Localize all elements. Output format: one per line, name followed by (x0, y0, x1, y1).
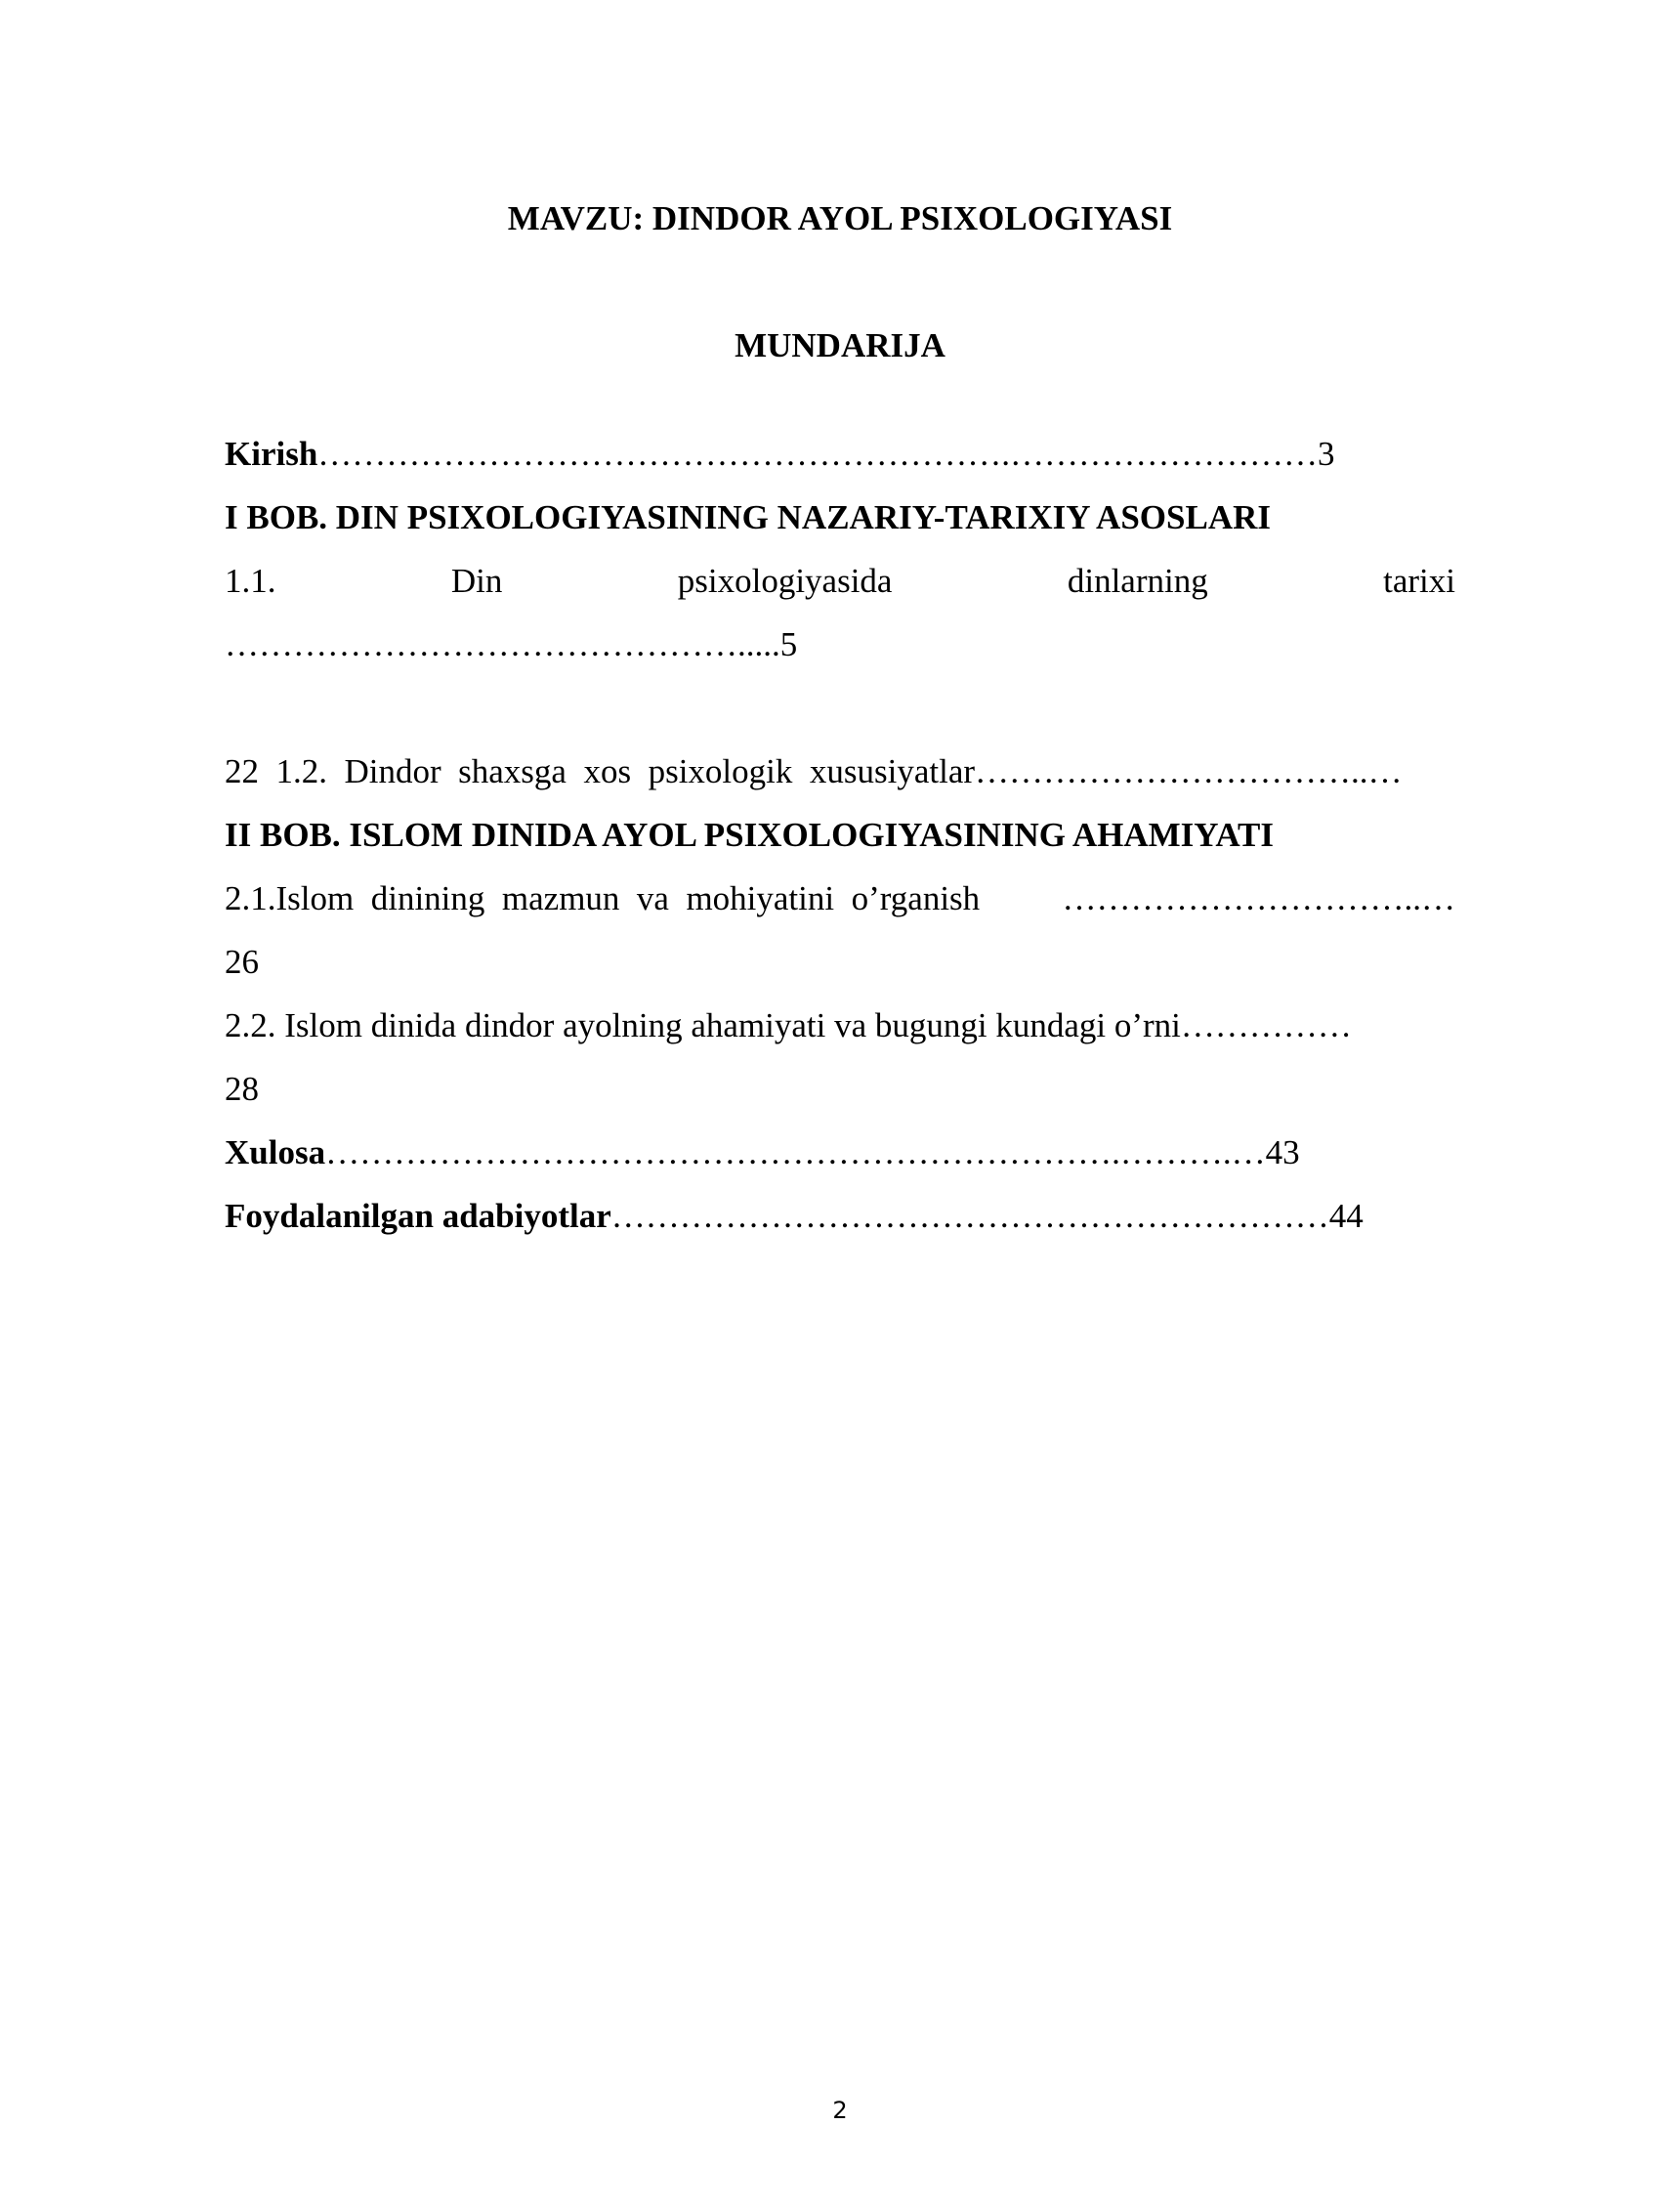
page-number: 2 (832, 2097, 848, 2124)
toc-leader-dots: …………………………..… (1062, 879, 1455, 917)
toc-entry-text: 2.2. Islom dinida dindor ayolning ahamiyati va bugungi kundagi o’rni (225, 1006, 1181, 1044)
toc-entry-label: Kirish (225, 435, 318, 473)
toc-leader-dots: ……………………………………………………… (610, 1197, 1329, 1235)
toc-entry-2-2-page (225, 1057, 1455, 1121)
toc-leader-dots: …………… (1180, 1006, 1352, 1044)
toc-entry-2-2[interactable] (225, 994, 1455, 1057)
toc-entry-number: 1.1. (225, 562, 276, 600)
toc-page-number: 44 (1328, 1197, 1364, 1235)
toc-entry-kirish[interactable] (225, 422, 1455, 486)
toc-entry-label: Foydalanilgan adabiyotlar (225, 1197, 611, 1235)
toc-entry-word: psixologiyasida (677, 562, 893, 600)
toc-heading: MUNDARIJA (735, 326, 945, 364)
topic-title: MAVZU: DINDOR AYOL PSIXOLOGIYASI (507, 199, 1173, 237)
toc-leader-dots: …………………………………………………….……………………… (317, 435, 1319, 473)
toc-leader-dots: ………………………………………..... (225, 625, 780, 663)
toc-entry-adabiyotlar[interactable] (225, 1184, 1455, 1248)
toc-entry-2-1-page (225, 930, 1455, 994)
toc-page-number: 26 (225, 943, 259, 981)
toc-entry-1-1[interactable] (225, 549, 1455, 613)
toc-leader-dots: …………………………………………………………….……….… (325, 1133, 1266, 1171)
toc-entry-word: Din (450, 562, 503, 600)
toc-chapter-1[interactable]: I BOB. DIN PSIXOLOGIYASINING NAZARIY-TARIXIY ASOSLARI (225, 498, 1272, 536)
toc-entry-xulosa[interactable] (225, 1121, 1455, 1184)
toc-entry-word: dinlarning (1067, 562, 1208, 600)
toc-page-number: 3 (1318, 435, 1335, 473)
toc-entry-word: tarixi (1383, 562, 1455, 600)
toc-entry-1-1-continuation (225, 613, 1455, 676)
toc-entry-text: 2.1.Islom dinining mazmun va mohiyatini o’rganish (225, 879, 981, 917)
toc-page-number: 43 (1265, 1133, 1300, 1171)
toc-entry-text: 1.2. Dindor shaxsga xos psixologik xususiyatlar (275, 752, 976, 790)
toc-page-number: 5 (779, 625, 798, 663)
toc-page-number: 28 (225, 1070, 259, 1108)
toc-leader-dots: ……………………………..… (975, 752, 1403, 790)
table-of-contents (225, 422, 1455, 1248)
toc-entry-2-1[interactable] (225, 867, 1455, 930)
toc-page-number: 22 (225, 752, 259, 790)
toc-entry-label: Xulosa (225, 1133, 326, 1171)
toc-chapter-2[interactable]: II BOB. ISLOM DINIDA AYOL PSIXOLOGIYASINING AHAMIYATI (225, 816, 1274, 854)
